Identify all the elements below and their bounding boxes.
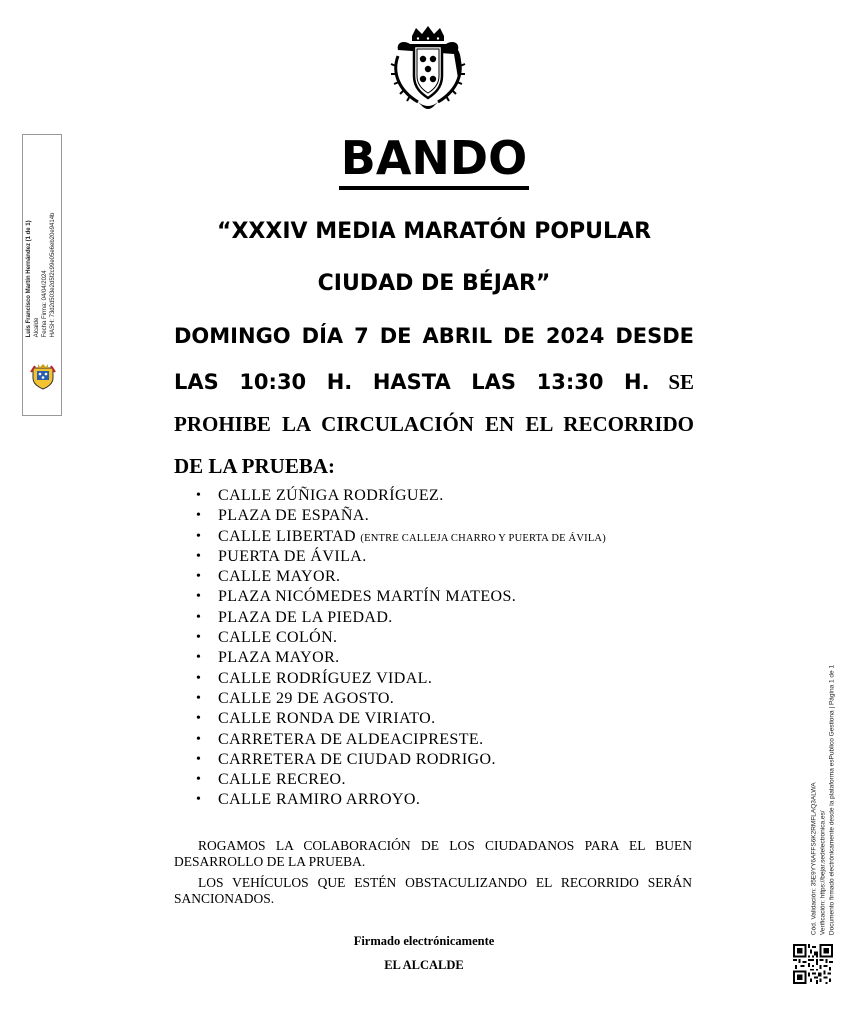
- document-title: BANDO: [0, 128, 868, 190]
- event-name-line-2: CIUDAD DE BÉJAR”: [317, 271, 551, 296]
- coat-of-arms-icon: [388, 26, 468, 112]
- street-list-item: [196, 587, 606, 607]
- street-name: CALLE LIBERTAD: [218, 527, 357, 545]
- street-list-item: [196, 709, 606, 729]
- street-name: CARRETERA DE ALDEACIPRESTE.: [218, 730, 484, 748]
- signature-stamp-text: [25, 213, 57, 338]
- street-name: PUERTA DE ÁVILA.: [218, 547, 367, 565]
- signatory-title: EL ALCALDE: [384, 958, 464, 972]
- street-name: PLAZA NICÓMEDES MARTÍN MATEOS.: [218, 588, 517, 606]
- street-list-item: [196, 486, 606, 506]
- validation-code: Cód. Validación: 35E9YY6AFFS6K2RMFLAQ3ALWA: [810, 782, 818, 936]
- street-list-item: [196, 527, 606, 547]
- street-list-item: [196, 669, 606, 689]
- street-list-item: [196, 628, 606, 648]
- street-list-item: [196, 750, 606, 770]
- stamp-date: Fecha Firma: 04/04/2024: [42, 270, 48, 338]
- closing-line-2: DESARROLLO DE LA PRUEBA.: [174, 854, 366, 869]
- street-name: CARRETERA DE CIUDAD RODRIGO.: [218, 750, 496, 768]
- closing-line-3: LOS VEHÍCULOS QUE ESTÉN OBSTACULIZANDO EL RECORRIDO SERÁN: [198, 875, 692, 890]
- street-list-item: [196, 506, 606, 526]
- street-name: CALLE ZÚÑIGA RODRÍGUEZ.: [218, 487, 444, 504]
- verification-url: Verificación: https://bejar.sedelectronica.es/: [819, 810, 827, 936]
- validation-footer: [810, 665, 837, 935]
- street-list-item: [196, 547, 606, 567]
- closing-line-4: SANCIONADOS.: [174, 891, 275, 906]
- street-name: CALLE MAYOR.: [218, 568, 341, 586]
- street-name: PLAZA DE ESPAÑA.: [218, 507, 370, 525]
- street-list-item: [196, 770, 606, 790]
- street-list-item: [196, 648, 606, 668]
- street-list-item: [196, 790, 606, 810]
- stamp-signer: Luis Francisco Martín Hernández (1 de 1): [26, 220, 32, 338]
- qr-code-icon: [793, 944, 833, 984]
- stamp-hash: HASH: 73d2d503e2d5f2c99e05e6eb20e9414b: [50, 212, 56, 338]
- street-name: CALLE COLÓN.: [218, 629, 338, 647]
- municipal-shield-icon: [30, 362, 56, 390]
- signature-caption: Firmado electrónicamente: [353, 934, 495, 948]
- street-name: CALLE RODRÍGUEZ VIDAL.: [218, 669, 433, 687]
- street-note: (ENTRE CALLEJA CHARRO Y PUERTA DE ÁVILA): [360, 532, 606, 544]
- street-name: CALLE RONDA DE VIRIATO.: [218, 710, 436, 728]
- time-line-rest: SE: [668, 370, 695, 394]
- closing-line-1: ROGAMOS LA COLABORACIÓN DE LOS CIUDADANOS PARA EL BUEN: [198, 838, 692, 853]
- street-list-item: [196, 567, 606, 587]
- prohibition-line-1: PROHIBE LA CIRCULACIÓN EN EL RECORRIDO: [174, 412, 694, 436]
- date-line: DOMINGO DÍA 7 DE ABRIL DE 2024 DESDE: [174, 324, 694, 348]
- street-name: PLAZA DE LA PIEDAD.: [218, 608, 393, 626]
- street-list-item: [196, 730, 606, 750]
- time-range: LAS 10:30 H. HASTA LAS 13:30 H.: [174, 370, 650, 394]
- street-name: CALLE RAMIRO ARROYO.: [218, 791, 421, 809]
- street-name: CALLE 29 DE AGOSTO.: [218, 689, 395, 707]
- event-name-line-1: “XXXIV MEDIA MARATÓN POPULAR: [216, 219, 652, 244]
- street-list-item: [196, 608, 606, 628]
- time-line: [174, 369, 694, 395]
- street-name: CALLE RECREO.: [218, 771, 346, 789]
- stamp-role: Alcalde: [34, 317, 40, 338]
- street-list-item: [196, 689, 606, 709]
- street-list: [196, 486, 606, 811]
- document-signature-note: Documento firmado electrónicamente desde la plataforma esPublico Gestiona | Página 1 de 1: [828, 664, 836, 936]
- prohibition-line-2: DE LA PRUEBA:: [174, 454, 336, 478]
- street-name: PLAZA MAYOR.: [218, 649, 340, 667]
